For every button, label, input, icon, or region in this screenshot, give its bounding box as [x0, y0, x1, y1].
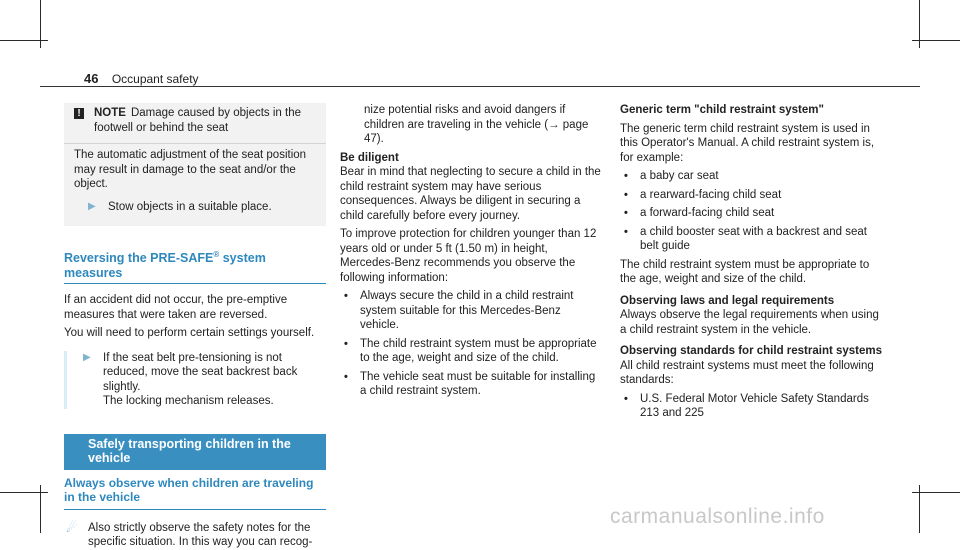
crop-mark	[912, 492, 960, 493]
list-item: • The child restraint system must be appropriate to the age, weight and size of the child.	[344, 337, 597, 364]
list-item: • a rearward-facing child seat	[624, 188, 782, 201]
paragraph: The child restraint system must be appropriate to the age, weight and size of the child.	[620, 258, 870, 285]
tip-text: Also strictly observe the safety notes for the specific situation. In this way you can recog-	[88, 521, 313, 549]
list-item: • U.S. Federal Motor Vehicle Safety Standards 213 and 225	[624, 392, 869, 419]
note-divider	[64, 143, 326, 144]
warning-icon: !	[74, 108, 84, 119]
paragraph: Bear in mind that neglecting to secure a child in the child restraint system may have serious consequences. Always be diligent in securing a child carefully before every journey.	[340, 166, 601, 222]
note-box	[64, 103, 326, 226]
arrow-right-icon: ▶	[83, 351, 91, 363]
note-lead: Damage caused by objects in the footwell or behind the seat	[94, 107, 301, 134]
crop-mark	[912, 40, 960, 41]
note-heading	[94, 106, 318, 135]
tip-block	[64, 521, 326, 550]
arrow-right-icon: ▶	[88, 200, 96, 212]
bullet-list	[340, 289, 602, 399]
step-text: If the seat belt pre-tensioning is not reduced, move the seat backrest back slightly.	[103, 351, 298, 393]
paragraph: All child restraint systems must meet the following standards:	[620, 359, 874, 386]
paragraph-heading-standards: Observing standards for child restraint systems	[620, 345, 883, 357]
list-item: • a child booster seat with a backrest and seat belt guide	[624, 225, 867, 252]
paragraph: nize potential risks and avoid dangers if children are traveling in the vehicle (→ page 47).	[364, 104, 589, 145]
paragraph: The generic term child restraint system is used in this Operator's Manual. A child restraint system is, for example:	[620, 122, 875, 164]
note-header	[72, 106, 318, 135]
page-header	[84, 71, 199, 86]
watermark: carmanualsonline.info	[610, 505, 825, 528]
list-item: • a baby car seat	[624, 170, 719, 182]
instruction-step	[74, 200, 318, 215]
paragraph: To improve protection for children younger than 12 years old or under 5 ft (1.50 m) in height, Mercedes-Benz recommends you observe the following information:	[340, 228, 597, 284]
header-rule	[40, 86, 920, 87]
page-number: 46	[84, 71, 99, 86]
subsection-heading-traveling: Always observe when children are traveling in the vehicle	[64, 476, 326, 510]
paragraph: If an accident did not occur, the pre-emptive measures that were taken are reversed.	[64, 294, 288, 321]
list-item: • The vehicle seat must be suitable for installing a child restraint system.	[344, 370, 596, 397]
info-tip-icon: ☄	[66, 519, 78, 535]
note-title: NOTE	[94, 107, 126, 119]
note-text: The automatic adjustment of the seat position may result in damage to the seat and/or the object.	[74, 149, 307, 190]
paragraph-heading-diligent: Be diligent	[340, 151, 399, 164]
section-title: Occupant safety	[111, 72, 199, 86]
section-heading-reversing: Reversing the PRE-SAFE® system measures	[64, 248, 326, 284]
list-item: • Always secure the child in a child restraint system suitable for this Mercedes-Benz vehicle.	[344, 290, 574, 331]
crop-mark	[0, 492, 48, 493]
bullet-list	[620, 169, 888, 254]
bullet-list	[620, 392, 888, 421]
instruction-step	[71, 351, 326, 409]
paragraph: You will need to perform certain settings yourself.	[64, 327, 315, 340]
list-item: • a forward-facing child seat	[624, 207, 775, 219]
crop-mark	[0, 40, 48, 41]
step-result: The locking mechanism releases.	[103, 395, 274, 408]
paragraph-heading-generic: Generic term "child restraint system"	[620, 104, 824, 116]
paragraph-heading-laws: Observing laws and legal requirements	[620, 294, 835, 307]
instruction-block	[64, 351, 326, 409]
section-band-children: Safely transporting children in the vehicle	[64, 434, 326, 470]
note-body	[72, 148, 318, 214]
paragraph: Always observe the legal requirements when using a child restraint system in the vehicle.	[620, 309, 879, 336]
column-right	[620, 103, 888, 421]
column-left	[64, 103, 326, 550]
step-text: Stow objects in a suitable place.	[108, 200, 272, 213]
column-middle	[340, 103, 602, 399]
